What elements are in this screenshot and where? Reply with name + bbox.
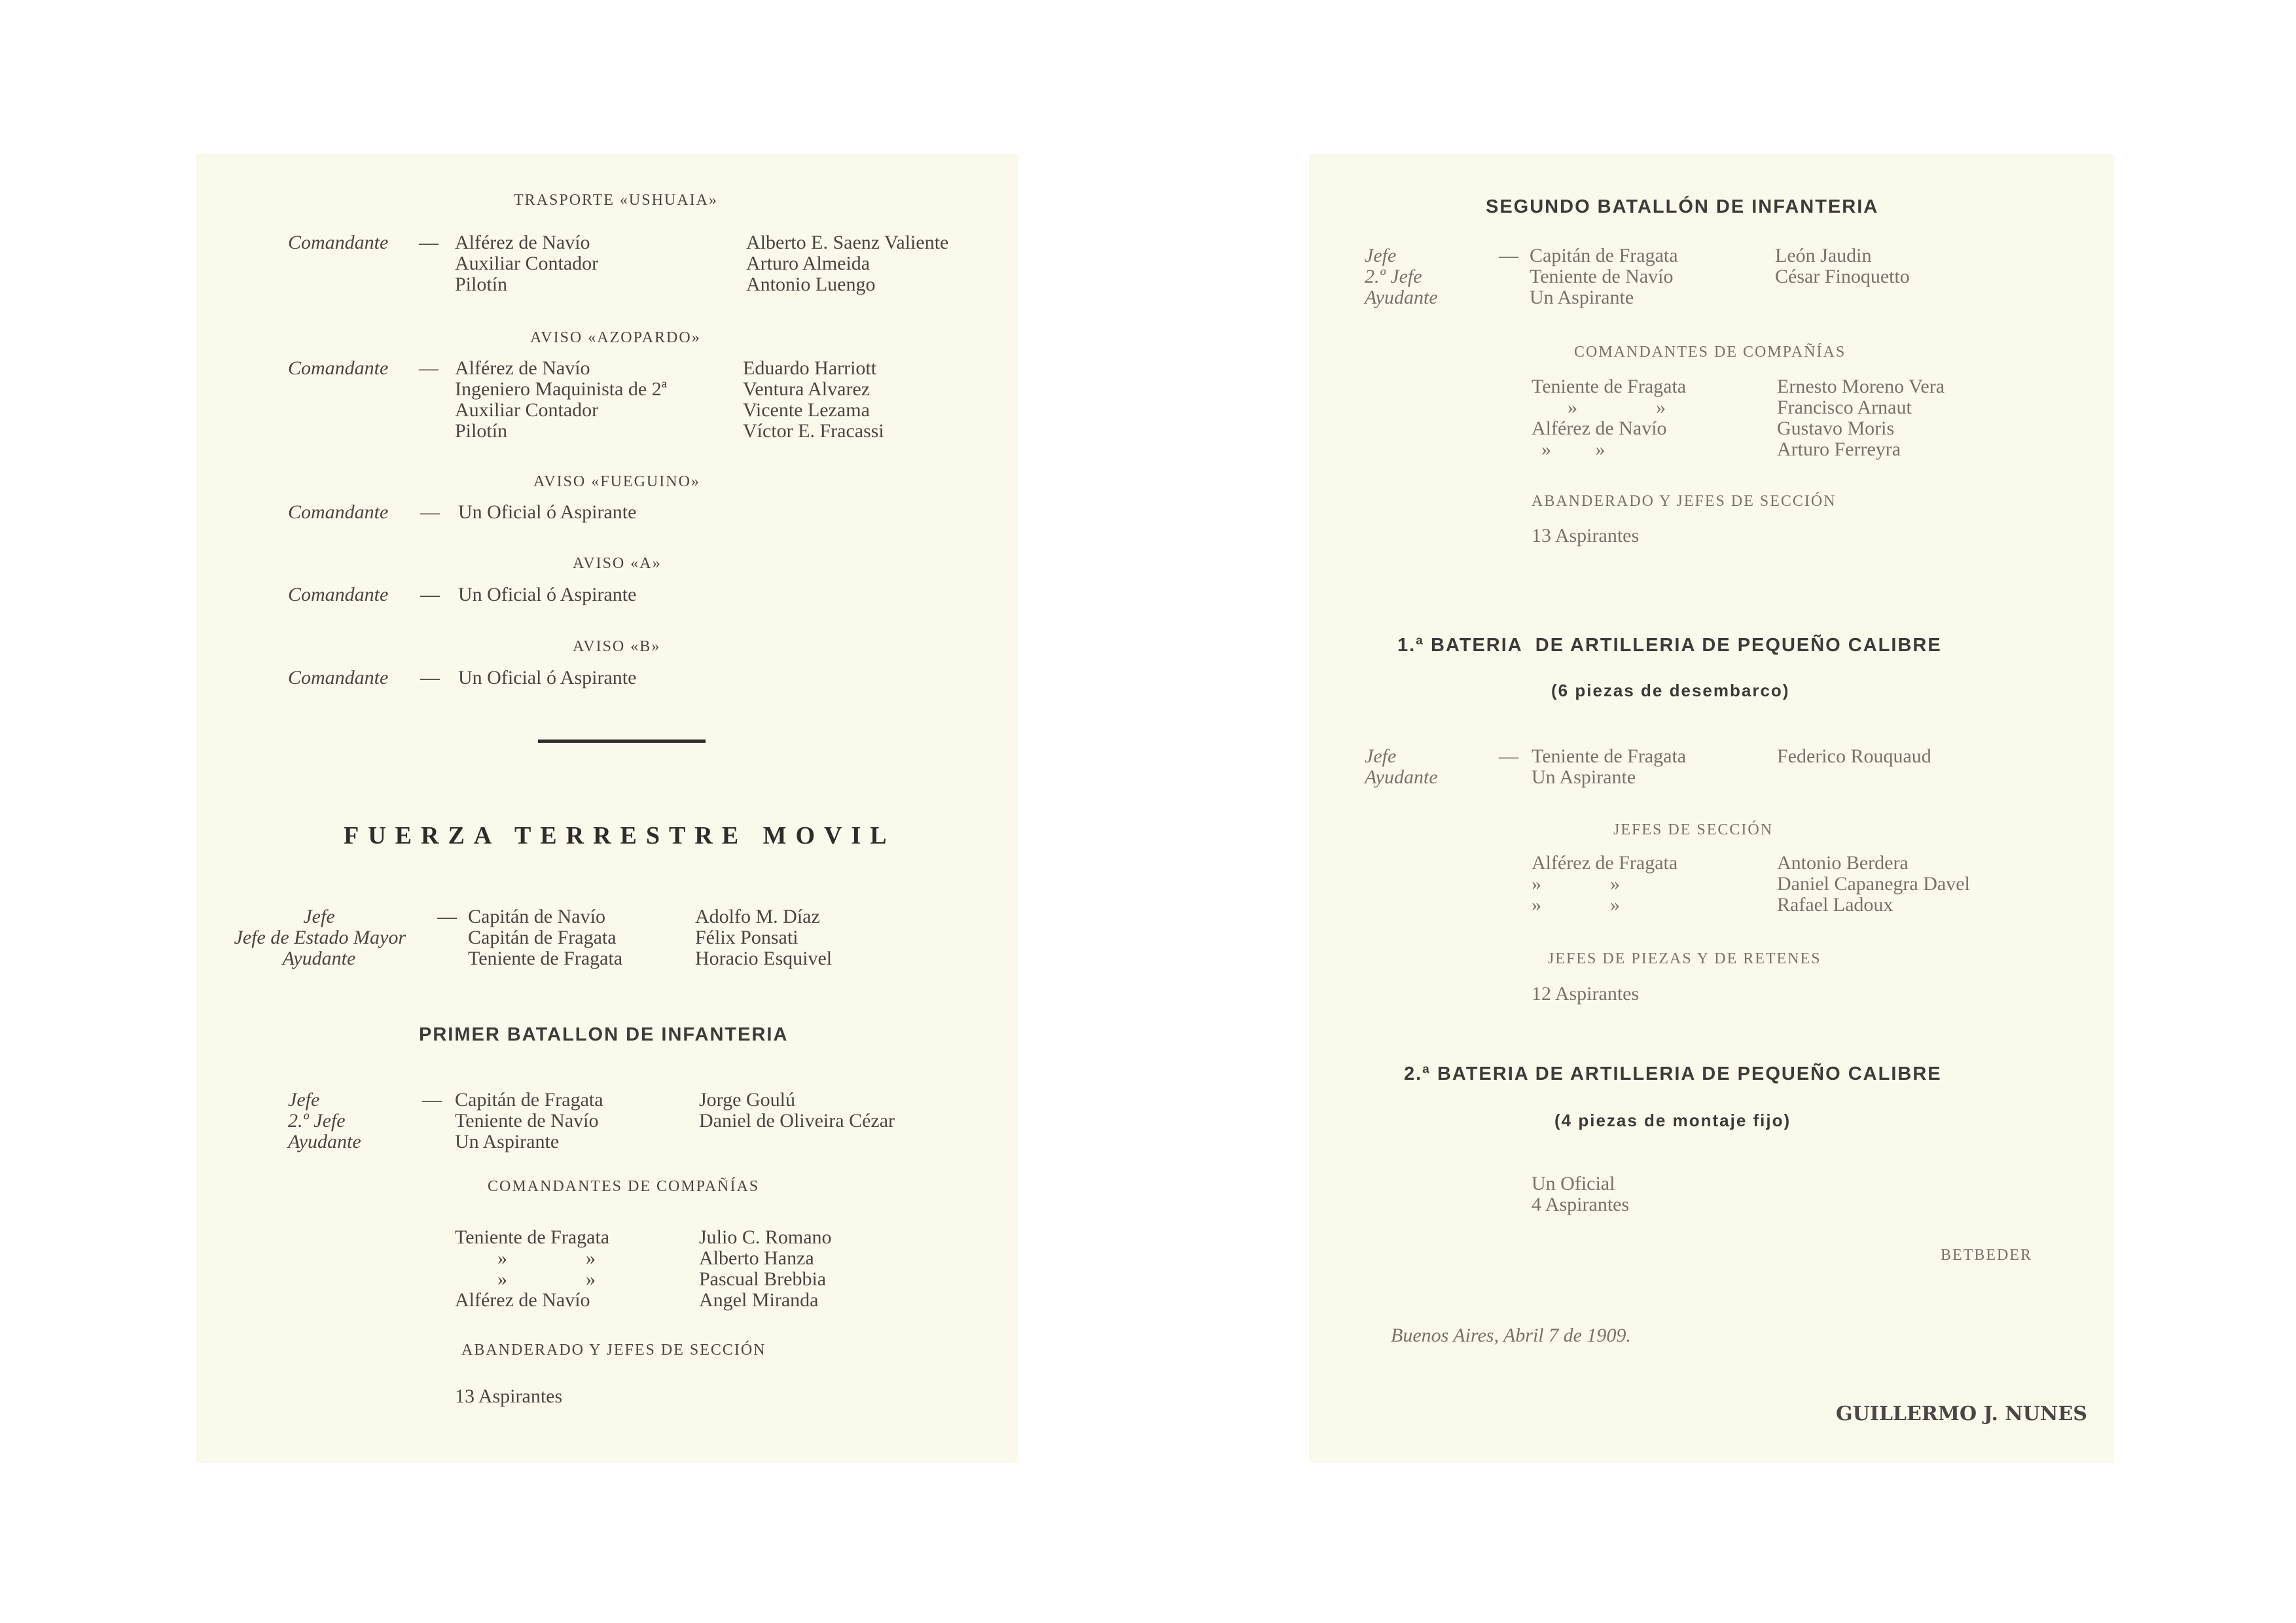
ditto-mark: » » bbox=[1568, 397, 1666, 418]
heading-comandantes-companias: COMANDANTES DE COMPAÑÍAS bbox=[488, 1178, 760, 1195]
rank: Auxiliar Contador bbox=[455, 399, 599, 421]
companias-names bbox=[699, 1227, 832, 1311]
ditto-mark: » » bbox=[1541, 438, 1605, 460]
role: 2.º Jefe bbox=[1365, 266, 1422, 287]
dash: — bbox=[420, 667, 440, 688]
ranks-azopardo bbox=[455, 358, 667, 442]
dash: — bbox=[419, 232, 439, 253]
role: Jefe bbox=[1365, 245, 1397, 266]
left-page bbox=[196, 154, 1018, 1463]
ranks-bateria-1 bbox=[1532, 746, 1686, 788]
bateria-2-lines bbox=[1532, 1173, 1629, 1215]
line: 4 Aspirantes bbox=[1532, 1194, 1630, 1215]
rank: Capitán de Fragata bbox=[1530, 245, 1678, 266]
role: Jefe bbox=[303, 906, 335, 927]
companias-ranks bbox=[455, 1227, 609, 1311]
rank: Pilotín bbox=[455, 420, 508, 442]
dash: — bbox=[420, 584, 440, 605]
name: Arturo Almeida bbox=[746, 253, 870, 274]
rank: Teniente de Fragata bbox=[1532, 745, 1687, 767]
rank: Alférez de Navío bbox=[455, 357, 590, 379]
role: 2.º Jefe bbox=[288, 1110, 346, 1132]
names-ushuaia bbox=[746, 232, 948, 295]
name: Ernesto Moreno Vera bbox=[1777, 376, 1945, 397]
role-comandante: Comandante bbox=[288, 667, 389, 688]
roles-primer-batallon bbox=[288, 1090, 361, 1152]
ranks-fuerza bbox=[468, 906, 622, 969]
heading-jefes-seccion: JEFES DE SECCIÓN bbox=[1613, 821, 1774, 838]
rank: Teniente de Fragata bbox=[1532, 376, 1687, 397]
rank: Un Aspirante bbox=[1532, 766, 1636, 788]
subheading-bateria-1: (6 piezas de desembarco) bbox=[1551, 681, 1790, 700]
names-segundo-batallon bbox=[1775, 245, 1910, 287]
dash: — bbox=[437, 906, 457, 927]
rank: Pilotín bbox=[455, 274, 508, 295]
ditto-mark: » » bbox=[497, 1268, 596, 1290]
name: Gustavo Moris bbox=[1777, 418, 1895, 439]
role-comandante: Comandante bbox=[288, 232, 389, 253]
heading-aviso-a: AVISO «A» bbox=[573, 555, 662, 572]
heading-aviso-fueguino: AVISO «FUEGUINO» bbox=[533, 473, 700, 490]
heading-bateria-2: 2.ª BATERIA DE ARTILLERIA DE PEQUEÑO CALIBRE bbox=[1404, 1063, 1942, 1084]
role: Jefe bbox=[288, 1089, 320, 1111]
name: Daniel de Oliveira Cézar bbox=[699, 1110, 895, 1132]
dash: — bbox=[422, 1089, 442, 1111]
seccion-ranks bbox=[1532, 853, 1677, 916]
ranks-primer-batallon bbox=[455, 1090, 603, 1152]
divider-rule bbox=[538, 740, 706, 743]
rank: Alférez de Navío bbox=[1532, 418, 1667, 439]
rank: Auxiliar Contador bbox=[455, 253, 599, 274]
name: Ventura Alvarez bbox=[743, 378, 870, 400]
subheading-bateria-2: (4 piezas de montaje fijo) bbox=[1554, 1111, 1791, 1130]
name: Julio C. Romano bbox=[699, 1226, 832, 1248]
rank: Alférez de Navío bbox=[455, 1289, 590, 1311]
role: Jefe de Estado Mayor bbox=[234, 927, 406, 948]
role: Ayudante bbox=[288, 1131, 361, 1152]
companias-ranks bbox=[1532, 376, 1686, 460]
dash: — bbox=[420, 501, 440, 523]
roles-bateria-1 bbox=[1365, 746, 1438, 788]
names-bateria-1 bbox=[1777, 746, 1931, 767]
heading-fuerza-terrestre: FUERZA TERRESTRE MOVIL bbox=[344, 822, 896, 849]
names-fuerza bbox=[695, 906, 832, 969]
aspirantes-count: 12 Aspirantes bbox=[1532, 983, 1640, 1005]
role: Ayudante bbox=[1365, 287, 1438, 308]
aspirantes-count: 13 Aspirantes bbox=[455, 1385, 563, 1407]
dash: — bbox=[419, 357, 439, 379]
name: Adolfo M. Díaz bbox=[695, 906, 820, 927]
name: Alberto Hanza bbox=[699, 1247, 814, 1269]
name: Arturo Ferreyra bbox=[1777, 438, 1901, 460]
rank: Capitán de Fragata bbox=[455, 1089, 603, 1111]
name: Víctor E. Fracassi bbox=[743, 420, 884, 442]
heading-bateria-1: 1.ª BATERIA DE ARTILLERIA DE PEQUEÑO CALIBRE bbox=[1397, 635, 1942, 656]
role-comandante: Comandante bbox=[288, 584, 389, 605]
rank: Teniente de Navío bbox=[455, 1110, 599, 1132]
role-comandante: Comandante bbox=[288, 357, 389, 379]
rank: Un Aspirante bbox=[455, 1131, 560, 1152]
rank: Teniente de Fragata bbox=[455, 1226, 610, 1248]
name: León Jaudin bbox=[1775, 245, 1872, 266]
dash: — bbox=[1499, 245, 1518, 266]
rank: Alférez de Fragata bbox=[1532, 852, 1678, 874]
roles-segundo-batallon bbox=[1365, 245, 1438, 308]
right-page bbox=[1309, 154, 2114, 1463]
roles-fuerza bbox=[232, 906, 406, 969]
heading-trasporte-ushuaia: TRASPORTE «USHUAIA» bbox=[514, 192, 718, 209]
dash: — bbox=[1499, 745, 1518, 767]
rank: Capitán de Fragata bbox=[468, 927, 617, 948]
rank: Alférez de Navío bbox=[455, 232, 590, 253]
heading-comandantes-companias: COMANDANTES DE COMPAÑÍAS bbox=[1574, 344, 1846, 361]
rank: Capitán de Navío bbox=[468, 906, 605, 927]
heading-primer-batallon: PRIMER BATALLON DE INFANTERIA bbox=[419, 1024, 789, 1045]
value-aviso-a: Un Oficial ó Aspirante bbox=[458, 584, 637, 605]
aspirantes-count: 13 Aspirantes bbox=[1532, 525, 1640, 546]
rank: Teniente de Navío bbox=[1530, 266, 1674, 287]
ditto-mark: » » bbox=[497, 1247, 596, 1269]
rank: Ingeniero Maquinista de 2ª bbox=[455, 378, 668, 400]
name: Pascual Brebbia bbox=[699, 1268, 827, 1290]
name: Rafael Ladoux bbox=[1777, 894, 1893, 916]
ditto-mark: » » bbox=[1532, 894, 1620, 916]
name: Antonio Luengo bbox=[746, 274, 876, 295]
ranks-segundo-batallon bbox=[1530, 245, 1678, 308]
rank: Teniente de Fragata bbox=[468, 948, 623, 969]
ranks-ushuaia bbox=[455, 232, 598, 295]
name: Alberto E. Saenz Valiente bbox=[746, 232, 949, 253]
rank: Un Aspirante bbox=[1530, 287, 1634, 308]
heading-jefes-piezas: JEFES DE PIEZAS Y DE RETENES bbox=[1548, 950, 1821, 967]
role-comandante: Comandante bbox=[288, 501, 389, 523]
name: Federico Rouquaud bbox=[1777, 745, 1931, 767]
companias-names bbox=[1777, 376, 1945, 460]
name: César Finoquetto bbox=[1775, 266, 1910, 287]
line: Un Oficial bbox=[1532, 1173, 1615, 1194]
heading-aviso-azopardo: AVISO «AZOPARDO» bbox=[530, 329, 701, 346]
name: Antonio Berdera bbox=[1777, 852, 1909, 874]
seccion-names bbox=[1777, 853, 1970, 916]
name: Vicente Lezama bbox=[743, 399, 870, 421]
role: Ayudante bbox=[1365, 766, 1438, 788]
names-primer-batallon bbox=[699, 1090, 895, 1132]
role: Ayudante bbox=[282, 948, 356, 969]
name: Daniel Capanegra Davel bbox=[1777, 873, 1970, 895]
name: Angel Miranda bbox=[699, 1289, 819, 1311]
value-aviso-b: Un Oficial ó Aspirante bbox=[458, 667, 637, 688]
signature-nunes: GUILLERMO J. NUNES bbox=[1836, 1402, 2087, 1425]
name: Jorge Goulú bbox=[699, 1089, 795, 1111]
place-date: Buenos Aires, Abril 7 de 1909. bbox=[1391, 1325, 1631, 1346]
role: Jefe bbox=[1365, 745, 1397, 767]
heading-abanderado: ABANDERADO Y JEFES DE SECCIÓN bbox=[1532, 493, 1837, 510]
name: Félix Ponsati bbox=[695, 927, 798, 948]
name: Francisco Arnaut bbox=[1777, 397, 1912, 418]
names-azopardo bbox=[743, 358, 884, 442]
ditto-mark: » » bbox=[1532, 873, 1620, 895]
signature-betbeder: BETBEDER bbox=[1941, 1247, 2032, 1264]
name: Eduardo Harriott bbox=[743, 357, 877, 379]
heading-abanderado: ABANDERADO Y JEFES DE SECCIÓN bbox=[461, 1342, 766, 1359]
heading-segundo-batallon: SEGUNDO BATALLÓN DE INFANTERIA bbox=[1486, 196, 1879, 217]
name: Horacio Esquivel bbox=[695, 948, 833, 969]
heading-aviso-b: AVISO «B» bbox=[573, 638, 661, 655]
value-fueguino: Un Oficial ó Aspirante bbox=[458, 501, 637, 523]
